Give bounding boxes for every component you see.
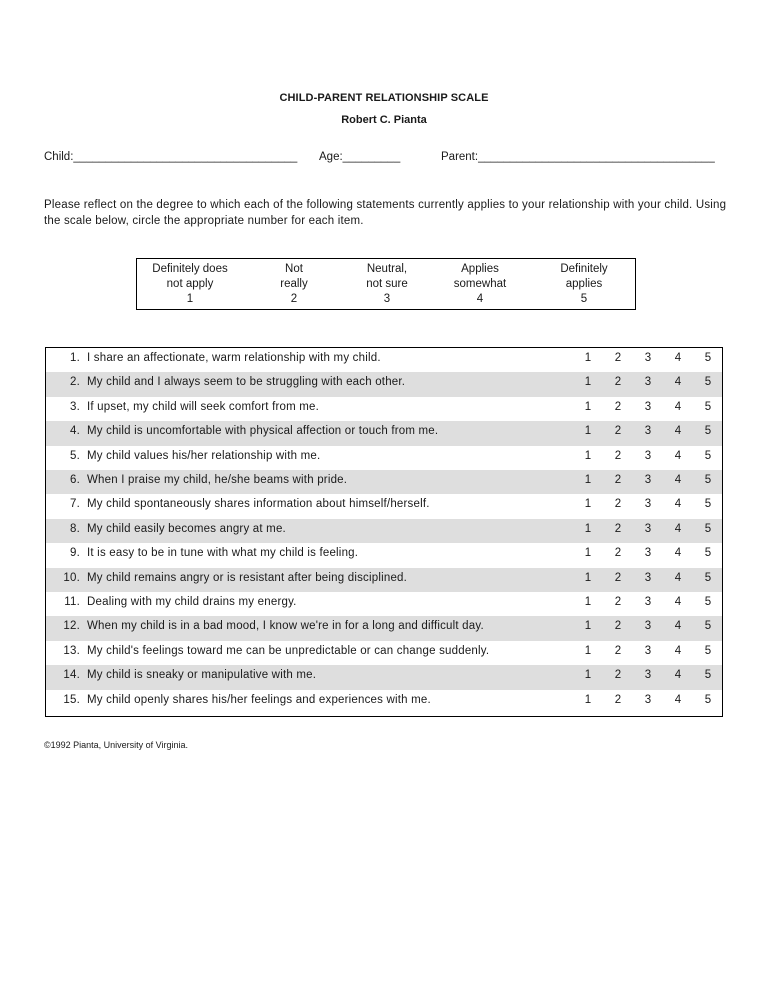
rating-option-3[interactable]: 3 [644, 425, 652, 438]
rating-option-1[interactable]: 1 [584, 571, 592, 584]
rating-option-5[interactable]: 5 [704, 644, 712, 657]
item-statement: My child's feelings toward me can be unpredictable or can change suddenly. [87, 644, 490, 657]
scale-label: not apply [166, 278, 214, 290]
table-row [46, 641, 722, 665]
rating-option-4[interactable]: 4 [674, 474, 682, 486]
rating-option-5[interactable]: 5 [704, 376, 712, 389]
item-statement: Dealing with my child drains my energy. [87, 596, 297, 608]
rating-option-4[interactable]: 4 [674, 400, 682, 413]
rating-option-2[interactable]: 2 [614, 449, 622, 462]
rating-option-1[interactable]: 1 [584, 522, 592, 535]
rating-option-1[interactable]: 1 [584, 376, 592, 389]
rating-option-3[interactable]: 3 [644, 547, 652, 560]
scale-option-1 [140, 262, 240, 307]
item-statement: If upset, my child will seek comfort from me. [87, 400, 320, 413]
table-row [46, 372, 722, 396]
scale-value: 1 [186, 293, 194, 305]
item-statement: My child and I always seem to be struggling with each other. [87, 376, 406, 389]
rating-option-4[interactable]: 4 [674, 522, 682, 535]
rating-option-2[interactable]: 2 [614, 620, 622, 633]
rating-option-5[interactable]: 5 [704, 449, 712, 462]
rating-option-4[interactable]: 4 [674, 571, 682, 584]
item-statement: My child openly shares his/her feelings and experiences with me. [87, 693, 431, 706]
rating-option-3[interactable]: 3 [644, 693, 652, 706]
rating-option-3[interactable]: 3 [644, 376, 652, 389]
item-statement: I share an affectionate, warm relationship with my child. [87, 352, 381, 364]
rating-option-2[interactable]: 2 [614, 474, 622, 486]
rating-option-2[interactable]: 2 [614, 400, 622, 413]
item-statement: When I praise my child, he/she beams with pride. [87, 474, 348, 486]
rating-option-4[interactable]: 4 [674, 449, 682, 462]
rating-option-3[interactable]: 3 [644, 498, 652, 511]
rating-option-5[interactable]: 5 [704, 522, 712, 535]
scale-label: Neutral, [366, 263, 408, 275]
rating-option-2[interactable]: 2 [614, 669, 622, 682]
scale-label: Applies [461, 263, 499, 275]
rating-option-5[interactable]: 5 [704, 498, 712, 511]
rating-option-5[interactable]: 5 [704, 596, 712, 608]
item-number: 8. [70, 522, 80, 535]
rating-option-4[interactable]: 4 [674, 596, 682, 608]
page-title: CHILD-PARENT RELATIONSHIP SCALE [279, 92, 489, 104]
item-statement: My child is sneaky or manipulative with me. [87, 669, 317, 682]
rating-option-2[interactable]: 2 [614, 644, 622, 657]
rating-option-4[interactable]: 4 [674, 620, 682, 633]
scale-label: not sure [366, 278, 408, 290]
item-number: 10. [63, 571, 80, 584]
rating-option-4[interactable]: 4 [674, 693, 682, 706]
table-row [46, 543, 722, 567]
rating-option-3[interactable]: 3 [644, 352, 652, 364]
table-row [46, 568, 722, 592]
item-number: 15. [63, 693, 80, 706]
rating-option-2[interactable]: 2 [614, 376, 622, 389]
rating-option-5[interactable]: 5 [704, 669, 712, 682]
table-row [46, 494, 722, 518]
rating-option-1[interactable]: 1 [584, 498, 592, 511]
scale-value: 2 [290, 293, 298, 305]
rating-option-1[interactable]: 1 [584, 620, 592, 633]
rating-option-5[interactable]: 5 [704, 571, 712, 584]
rating-option-3[interactable]: 3 [644, 620, 652, 633]
table-row [46, 397, 722, 421]
scale-label: Definitely [560, 263, 608, 275]
instructions-text: Please reflect on the degree to which each of the following statements currently applies to your relationship with your child. Using the scale below, circle the appropriate number for each item. [44, 199, 727, 227]
item-number: 12. [63, 620, 80, 633]
rating-option-1[interactable]: 1 [584, 669, 592, 682]
rating-scale-legend [136, 258, 636, 310]
rating-option-1[interactable]: 1 [584, 693, 592, 706]
table-row [46, 592, 722, 616]
table-row [46, 690, 722, 714]
rating-option-1[interactable]: 1 [584, 425, 592, 438]
table-row [46, 519, 722, 543]
rating-option-1[interactable]: 1 [584, 400, 592, 413]
item-statement: My child spontaneously shares information about himself/herself. [87, 498, 430, 511]
rating-option-4[interactable]: 4 [674, 376, 682, 389]
rating-option-1[interactable]: 1 [584, 547, 592, 560]
rating-option-2[interactable]: 2 [614, 522, 622, 535]
rating-option-2[interactable]: 2 [614, 693, 622, 706]
rating-option-5[interactable]: 5 [704, 693, 712, 706]
rating-option-3[interactable]: 3 [644, 669, 652, 682]
item-number: 11. [64, 596, 80, 608]
scale-value: 3 [383, 293, 391, 305]
item-number: 13. [63, 644, 80, 657]
scale-label: Not [285, 263, 303, 275]
table-row [46, 616, 722, 640]
rating-option-5[interactable]: 5 [704, 620, 712, 633]
item-number: 6. [70, 474, 80, 486]
rating-option-5[interactable]: 5 [704, 547, 712, 560]
scale-label: applies [565, 278, 603, 290]
rating-option-2[interactable]: 2 [614, 571, 622, 584]
scale-value: 4 [476, 293, 484, 305]
table-row [46, 348, 722, 372]
scale-label: Definitely does [152, 263, 228, 275]
rating-option-2[interactable]: 2 [614, 352, 622, 364]
rating-option-1[interactable]: 1 [584, 474, 592, 486]
rating-option-3[interactable]: 3 [644, 400, 652, 413]
item-statement: My child values his/her relationship with me. [87, 449, 321, 462]
scale-option-4 [430, 262, 530, 307]
scale-option-2 [244, 262, 344, 307]
item-number: 7. [70, 498, 80, 511]
item-number: 3. [70, 400, 80, 413]
rating-option-5[interactable]: 5 [704, 425, 712, 438]
item-statement: When my child is in a bad mood, I know we're in for a long and difficult day. [87, 620, 484, 633]
rating-option-3[interactable]: 3 [644, 522, 652, 535]
rating-option-5[interactable]: 5 [704, 400, 712, 413]
rating-option-3[interactable]: 3 [644, 449, 652, 462]
rating-option-4[interactable]: 4 [674, 669, 682, 682]
child-name-field[interactable]: Child:___________________________________ [44, 151, 298, 163]
table-row [46, 470, 722, 494]
table-row [46, 421, 722, 445]
rating-option-3[interactable]: 3 [644, 571, 652, 584]
item-number: 9. [70, 547, 80, 560]
item-number: 4. [70, 425, 80, 438]
table-row [46, 665, 722, 689]
rating-option-2[interactable]: 2 [614, 498, 622, 511]
scale-label: really [280, 278, 308, 290]
rating-option-2[interactable]: 2 [614, 596, 622, 608]
rating-option-3[interactable]: 3 [644, 644, 652, 657]
rating-option-4[interactable]: 4 [674, 425, 682, 438]
scale-option-5 [534, 262, 634, 307]
rating-option-1[interactable]: 1 [584, 449, 592, 462]
rating-option-5[interactable]: 5 [704, 352, 712, 364]
rating-option-3[interactable]: 3 [644, 596, 652, 608]
item-statement: My child remains angry or is resistant after being disciplined. [87, 571, 408, 584]
author-name: Robert C. Pianta [341, 114, 427, 126]
age-field[interactable]: Age:_________ [319, 151, 401, 163]
parent-name-field[interactable]: Parent:_____________________________________ [441, 151, 715, 163]
rating-option-4[interactable]: 4 [674, 498, 682, 511]
rating-option-4[interactable]: 4 [674, 352, 682, 364]
item-statement: It is easy to be in tune with what my child is feeling. [87, 547, 359, 560]
rating-option-3[interactable]: 3 [644, 474, 652, 486]
rating-option-1[interactable]: 1 [584, 596, 592, 608]
rating-option-2[interactable]: 2 [614, 547, 622, 560]
rating-option-2[interactable]: 2 [614, 425, 622, 438]
table-row [46, 446, 722, 470]
rating-option-4[interactable]: 4 [674, 547, 682, 560]
item-number: 14. [63, 669, 80, 682]
copyright-notice: ©1992 Pianta, University of Virginia. [44, 740, 189, 750]
scale-label: somewhat [453, 278, 507, 290]
items-table [45, 347, 723, 717]
item-number: 1. [70, 352, 80, 364]
item-number: 2. [70, 376, 80, 389]
scale-value: 5 [580, 293, 588, 305]
rating-option-1[interactable]: 1 [584, 644, 592, 657]
item-statement: My child easily becomes angry at me. [87, 522, 286, 535]
item-number: 5. [70, 449, 80, 462]
rating-option-4[interactable]: 4 [674, 644, 682, 657]
scale-option-3 [337, 262, 437, 307]
item-statement: My child is uncomfortable with physical affection or touch from me. [87, 425, 439, 438]
rating-option-1[interactable]: 1 [584, 352, 592, 364]
rating-option-5[interactable]: 5 [704, 474, 712, 486]
